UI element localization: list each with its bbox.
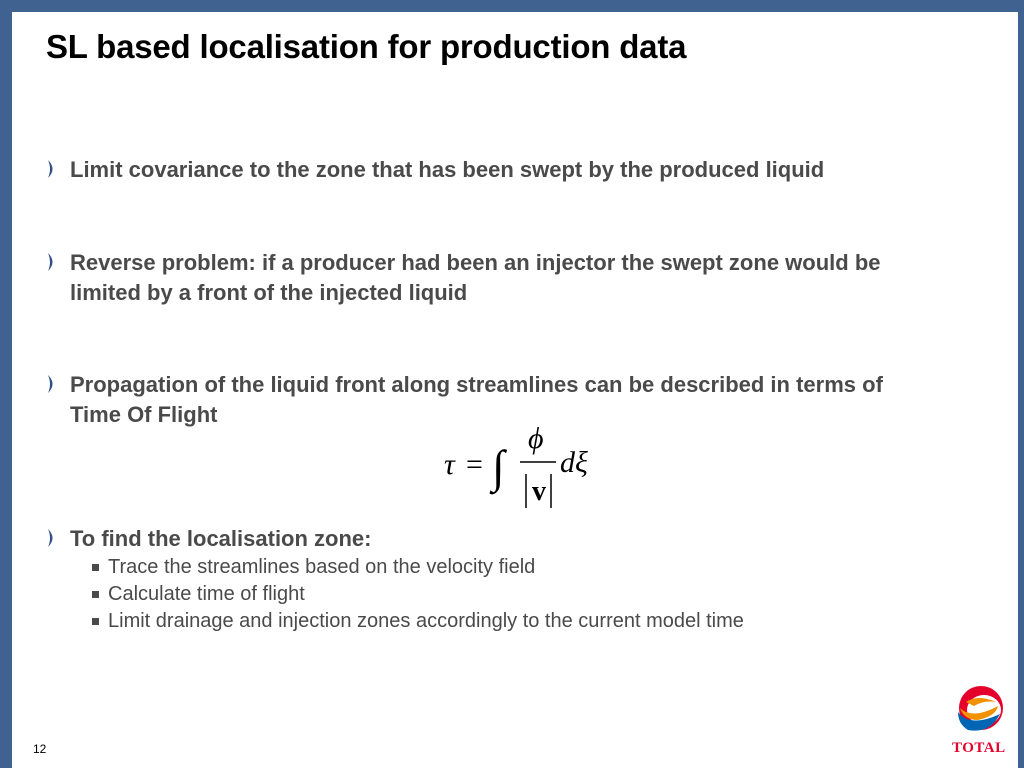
bullet-arrow-icon xyxy=(46,159,58,179)
formula-equals: = xyxy=(466,448,483,481)
bullet-arrow-icon xyxy=(46,528,58,548)
slide-title: SL based localisation for production data xyxy=(46,28,687,65)
bullet-item-2 xyxy=(46,248,976,308)
square-bullet-icon xyxy=(92,564,99,571)
bullet-arrow-icon xyxy=(46,252,58,272)
formula-integral: ∫ xyxy=(492,441,505,492)
square-bullet-icon xyxy=(92,618,99,625)
bullet-arrow-icon xyxy=(46,374,58,394)
sub-bullet-list xyxy=(86,554,976,635)
formula-velocity: v xyxy=(532,476,546,507)
sub-bullet-item: Calculate time of flight xyxy=(86,581,976,608)
bullet-text: Propagation of the liquid front along streamlines can be described in terms of Time Of Flight xyxy=(70,372,883,427)
slide-frame-right xyxy=(1018,0,1024,768)
slide-frame-left xyxy=(0,0,12,768)
formula-dxi: dξ xyxy=(560,446,588,479)
time-of-flight-formula xyxy=(440,420,620,516)
sub-bullet-item: Trace the streamlines based on the velocity field xyxy=(86,554,976,581)
bullet-text: Limit covariance to the zone that has been swept by the produced liquid xyxy=(70,157,825,182)
formula-phi: ϕ xyxy=(528,422,544,455)
slide-frame-top xyxy=(0,0,1024,12)
page-number: 12 xyxy=(33,742,47,756)
square-bullet-icon xyxy=(92,591,99,598)
bullet-text: Reverse problem: if a producer had been an injector the swept zone would be limited by a front of the injected liquid xyxy=(70,250,881,305)
bullet-item-4 xyxy=(46,524,976,635)
bullet-item-1 xyxy=(46,155,976,185)
bullet-text: To find the localisation zone: xyxy=(70,526,372,551)
total-logo-text: TOTAL xyxy=(952,740,1006,756)
formula-tau: τ xyxy=(444,448,455,481)
sub-bullet-item: Limit drainage and injection zones accordingly to the current model time xyxy=(86,608,976,635)
